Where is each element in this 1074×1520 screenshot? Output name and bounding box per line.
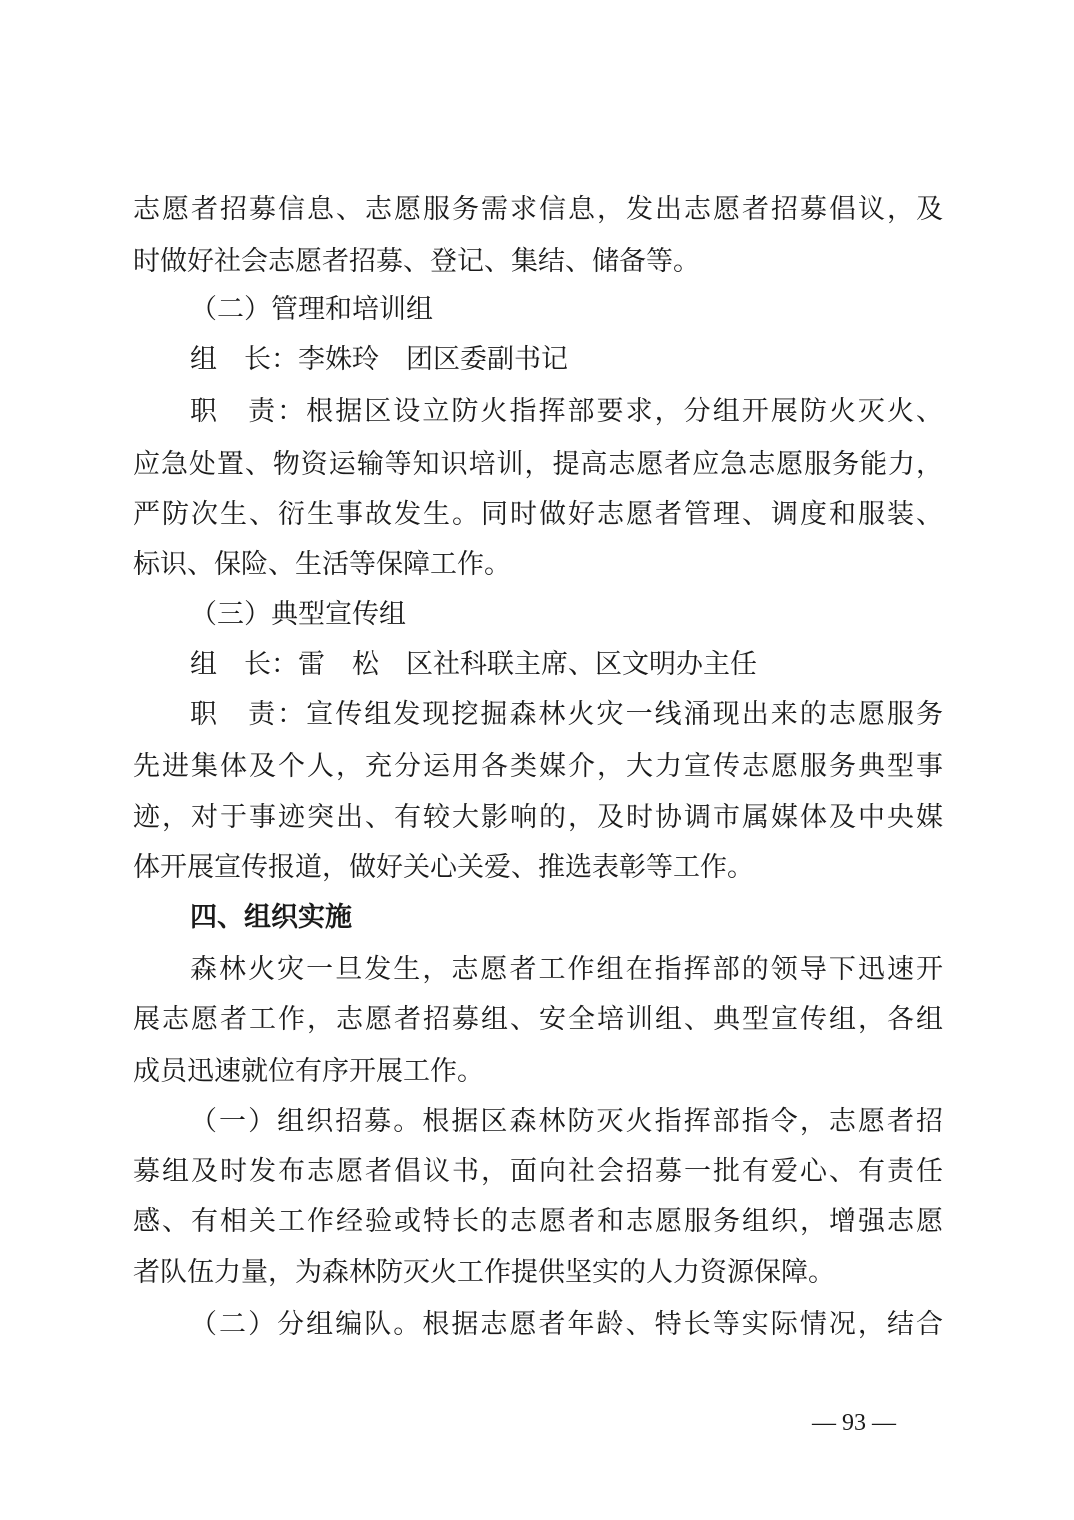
- text-line: 森林火灾一旦发生，志愿者工作组在指挥部的领导下迅速开: [190, 954, 943, 985]
- text-line: 应急处置、物资运输等知识培训，提高志愿者应急志愿服务能力，: [133, 449, 943, 480]
- text-line: 先进集体及个人，充分运用各类媒介，大力宣传志愿服务典型事: [133, 751, 943, 782]
- text-line: 感、有相关工作经验或特长的志愿者和志愿服务组织，增强志愿: [133, 1206, 943, 1237]
- text-line: （二）管理和培训组: [190, 294, 433, 325]
- text-line: 体开展宣传报道，做好关心关爱、推选表彰等工作。: [133, 852, 754, 883]
- text-line: 志愿者招募信息、志愿服务需求信息，发出志愿者招募倡议，及: [133, 194, 943, 225]
- text-line: （三）典型宣传组: [190, 599, 406, 630]
- text-line: （二）分组编队。根据志愿者年龄、特长等实际情况，结合: [190, 1309, 943, 1340]
- text-line: 组 长：雷 松 区社科联主席、区文明办主任: [190, 649, 757, 680]
- text-line: 展志愿者工作，志愿者招募组、安全培训组、典型宣传组，各组: [133, 1004, 943, 1035]
- text-line: 组 长：李姝玲 团区委副书记: [190, 344, 568, 375]
- text-line: 迹，对于事迹突出、有较大影响的，及时协调市属媒体及中央媒: [133, 802, 943, 833]
- section-heading: 四、组织实施: [190, 902, 352, 933]
- text-line: 标识、保险、生活等保障工作。: [133, 549, 511, 580]
- page-number: — 93 —: [812, 1410, 896, 1436]
- text-line: 者队伍力量，为森林防灭火工作提供坚实的人力资源保障。: [133, 1257, 835, 1288]
- text-line: 时做好社会志愿者招募、登记、集结、储备等。: [133, 246, 700, 277]
- text-line: 职 责：宣传组发现挖掘森林火灾一线涌现出来的志愿服务: [190, 699, 943, 730]
- text-line: 严防次生、衍生事故发生。同时做好志愿者管理、调度和服装、: [133, 499, 943, 530]
- text-line: （一）组织招募。根据区森林防灭火指挥部指令，志愿者招: [190, 1106, 943, 1137]
- text-line: 职 责：根据区设立防火指挥部要求，分组开展防火灭火、: [190, 396, 943, 427]
- text-line: 成员迅速就位有序开展工作。: [133, 1056, 484, 1087]
- text-line: 募组及时发布志愿者倡议书，面向社会招募一批有爱心、有责任: [133, 1156, 943, 1187]
